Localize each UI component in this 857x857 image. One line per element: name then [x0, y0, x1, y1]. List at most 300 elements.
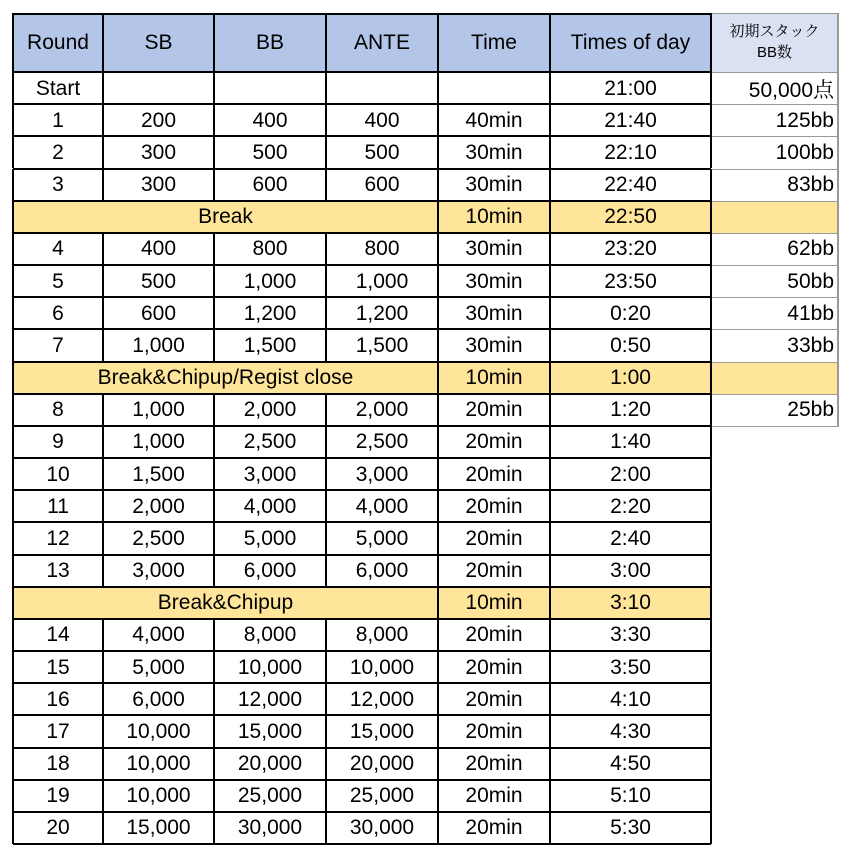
cell-ante: 5,000	[355, 526, 409, 550]
cell-round: 3	[52, 173, 64, 197]
grid-line	[549, 748, 551, 780]
grid-line	[549, 715, 551, 747]
cell-time-of-day: 4:30	[610, 719, 651, 743]
grid-line	[12, 780, 14, 812]
grid-line	[437, 362, 439, 394]
cell-sb: 300	[140, 173, 177, 197]
grid-line	[437, 780, 439, 812]
grid-line	[325, 297, 327, 329]
cell-time-of-day: 3:30	[610, 623, 651, 647]
grid-line	[711, 362, 838, 363]
cell-sb	[103, 72, 214, 104]
cell-time-of-day: 23:50	[604, 269, 657, 293]
grid-line	[13, 71, 711, 73]
cell-round: 16	[46, 687, 70, 711]
grid-line	[325, 522, 327, 554]
grid-line	[213, 169, 215, 201]
cell-time: 40min	[465, 108, 523, 132]
header-time-of-day: Times of day	[550, 13, 711, 72]
grid-line	[325, 651, 327, 683]
cell-initial-stack: 25bb	[787, 398, 834, 422]
cell-bb: 3,000	[243, 462, 297, 486]
cell-time: 30min	[465, 237, 523, 261]
cell-time-of-day: 5:10	[610, 784, 651, 808]
grid-line	[711, 104, 838, 105]
grid-line	[711, 13, 838, 14]
grid-line	[711, 72, 838, 73]
header-initial-stack-line: BB数	[756, 43, 792, 61]
grid-line	[325, 329, 327, 361]
grid-line	[549, 651, 551, 683]
grid-line	[710, 426, 712, 458]
grid-line	[213, 265, 215, 297]
grid-line	[102, 13, 104, 72]
cell-bb: 400	[252, 108, 288, 132]
cell-time-of-day: 1:20	[610, 398, 651, 422]
grid-line	[325, 748, 327, 780]
cell-round: 8	[52, 398, 64, 422]
cell-ante: 4,000	[355, 494, 409, 518]
cell-time: 20min	[465, 430, 523, 454]
grid-line	[325, 555, 327, 587]
cell-time-of-day: 1:40	[610, 430, 651, 454]
grid-line	[549, 522, 551, 554]
cell-sb: 6,000	[132, 687, 185, 711]
grid-line	[12, 522, 14, 554]
grid-line	[437, 812, 439, 844]
grid-line	[549, 201, 551, 233]
grid-line	[710, 104, 712, 136]
grid-line	[102, 651, 104, 683]
cell-time: 20min	[465, 462, 523, 486]
grid-line	[325, 683, 327, 715]
grid-line	[837, 13, 839, 427]
cell-bb: 1,000	[243, 269, 297, 293]
grid-line	[13, 457, 711, 459]
grid-line	[437, 169, 439, 201]
cell-time: 20min	[465, 655, 523, 679]
grid-line	[325, 265, 327, 297]
grid-line	[12, 458, 14, 490]
grid-line	[710, 329, 712, 361]
grid-line	[437, 490, 439, 522]
cell-bb: 1,500	[243, 333, 297, 357]
grid-line	[710, 13, 712, 72]
grid-line	[549, 297, 551, 329]
grid-line	[710, 72, 712, 104]
cell-ante: 25,000	[349, 784, 415, 808]
grid-line	[711, 136, 838, 137]
cell-time-of-day: 22:10	[604, 140, 657, 164]
grid-line	[13, 554, 711, 556]
cell-bb: 1,200	[243, 301, 297, 325]
cell-sb: 400	[140, 237, 177, 261]
grid-line	[13, 425, 711, 427]
grid-line	[13, 135, 711, 137]
grid-line	[711, 394, 838, 395]
grid-line	[710, 265, 712, 297]
cell-round: 20	[46, 816, 70, 840]
grid-line	[437, 555, 439, 587]
grid-line	[437, 651, 439, 683]
grid-line	[13, 682, 711, 684]
grid-line	[13, 200, 711, 202]
cell-time: 30min	[465, 173, 523, 197]
cell-round: 4	[52, 237, 64, 261]
grid-line	[12, 362, 14, 394]
grid-line	[102, 490, 104, 522]
cell-bb: 30,000	[237, 816, 303, 840]
grid-line	[549, 426, 551, 458]
cell-bb	[214, 72, 326, 104]
cell-time-of-day: 5:30	[610, 816, 651, 840]
grid-line	[710, 780, 712, 812]
grid-line	[710, 201, 712, 233]
grid-line	[710, 522, 712, 554]
grid-line	[710, 490, 712, 522]
grid-line	[710, 555, 712, 587]
header-round: Round	[13, 13, 103, 72]
break-time-of-day: 22:50	[550, 201, 711, 233]
cell-bb: 15,000	[237, 719, 303, 743]
grid-line	[102, 297, 104, 329]
cell-bb: 2,500	[243, 430, 297, 454]
cell-time: 20min	[465, 494, 523, 518]
grid-line	[102, 394, 104, 426]
grid-line	[102, 458, 104, 490]
grid-line	[13, 328, 711, 330]
grid-line	[549, 587, 551, 619]
grid-line	[710, 619, 712, 651]
cell-sb: 200	[140, 108, 177, 132]
cell-initial-stack: 83bb	[787, 173, 834, 197]
grid-line	[711, 233, 838, 234]
grid-line	[437, 13, 439, 72]
cell-ante: 600	[364, 173, 400, 197]
cell-time-of-day: 3:00	[610, 559, 651, 583]
grid-line	[12, 329, 14, 361]
grid-line	[102, 619, 104, 651]
break-stack	[711, 201, 838, 233]
cell-time-of-day: 4:50	[610, 752, 651, 776]
grid-line	[13, 489, 711, 491]
cell-sb: 1,000	[132, 430, 185, 454]
grid-line	[437, 329, 439, 361]
grid-line	[213, 394, 215, 426]
grid-line	[549, 362, 551, 394]
grid-line	[325, 715, 327, 747]
grid-line	[710, 136, 712, 168]
cell-time: 20min	[465, 719, 523, 743]
grid-line	[13, 811, 711, 813]
cell-ante: 500	[364, 140, 400, 164]
grid-line	[549, 329, 551, 361]
break-time-of-day: 3:10	[550, 587, 711, 619]
cell-round: 15	[46, 655, 70, 679]
cell-time: 20min	[465, 559, 523, 583]
grid-line	[213, 72, 215, 104]
cell-sb: 2,500	[132, 526, 185, 550]
break-label: Break	[13, 201, 438, 233]
grid-line	[325, 812, 327, 844]
cell-ante: 1,500	[355, 333, 409, 357]
cell-time: 20min	[465, 398, 523, 422]
cell-round: 18	[46, 752, 70, 776]
cell-bb: 8,000	[243, 623, 297, 647]
grid-line	[549, 233, 551, 265]
grid-line	[711, 329, 838, 330]
cell-sb: 500	[140, 269, 177, 293]
grid-line	[437, 683, 439, 715]
grid-line	[437, 136, 439, 168]
cell-bb: 4,000	[243, 494, 297, 518]
grid-line	[437, 104, 439, 136]
grid-line	[13, 779, 711, 781]
grid-line	[710, 651, 712, 683]
cell-initial-stack: 33bb	[787, 333, 834, 357]
grid-line	[12, 555, 14, 587]
grid-line	[13, 650, 711, 652]
grid-line	[549, 812, 551, 844]
cell-sb: 5,000	[132, 655, 185, 679]
cell-round: 5	[52, 269, 64, 293]
grid-line	[12, 587, 14, 619]
grid-line	[437, 748, 439, 780]
cell-bb: 20,000	[237, 752, 303, 776]
grid-line	[437, 587, 439, 619]
grid-line	[325, 619, 327, 651]
cell-round: 17	[46, 719, 70, 743]
grid-line	[213, 13, 215, 72]
grid-line	[102, 265, 104, 297]
cell-time: 20min	[465, 526, 523, 550]
cell-time: 20min	[465, 784, 523, 808]
cell-ante: 1,000	[355, 269, 409, 293]
grid-line	[12, 619, 14, 651]
grid-line	[711, 426, 838, 427]
grid-line	[710, 812, 712, 844]
cell-ante: 20,000	[349, 752, 415, 776]
cell-time: 20min	[465, 816, 523, 840]
grid-line	[102, 812, 104, 844]
cell-time-of-day: 22:40	[604, 173, 657, 197]
cell-time: 30min	[465, 140, 523, 164]
cell-round: 9	[52, 430, 64, 454]
grid-line	[102, 715, 104, 747]
cell-sb: 10,000	[126, 784, 191, 808]
break-stack	[711, 362, 838, 394]
cell-bb: 5,000	[243, 526, 297, 550]
cell-ante	[326, 72, 438, 104]
grid-line	[325, 169, 327, 201]
cell-time-of-day: 0:50	[610, 333, 651, 357]
grid-line	[13, 747, 711, 749]
grid-line	[13, 393, 711, 395]
grid-line	[213, 136, 215, 168]
cell-sb: 4,000	[132, 623, 185, 647]
grid-line	[102, 426, 104, 458]
grid-line	[325, 13, 327, 72]
grid-line	[549, 619, 551, 651]
break-label: Break&Chipup	[13, 587, 438, 619]
cell-round: Start	[35, 76, 81, 100]
grid-line	[13, 264, 711, 266]
cell-initial-stack: 100bb	[775, 140, 834, 164]
header-initial-stack-line: 初期スタック	[729, 23, 820, 41]
cell-sb: 1,000	[132, 333, 185, 357]
grid-line	[12, 748, 14, 780]
grid-line	[213, 297, 215, 329]
grid-line	[12, 812, 14, 844]
grid-line	[437, 715, 439, 747]
grid-line	[710, 362, 712, 394]
grid-line	[213, 555, 215, 587]
grid-line	[213, 715, 215, 747]
grid-line	[549, 683, 551, 715]
grid-line	[549, 13, 551, 72]
grid-line	[437, 72, 439, 104]
grid-line	[213, 329, 215, 361]
cell-ante: 8,000	[355, 623, 409, 647]
cell-round: 14	[46, 623, 70, 647]
grid-line	[13, 103, 711, 105]
break-time-of-day: 1:00	[550, 362, 711, 394]
grid-line	[102, 748, 104, 780]
grid-line	[711, 201, 838, 202]
cell-sb: 600	[140, 301, 177, 325]
grid-line	[13, 232, 711, 234]
cell-round: 13	[46, 559, 70, 583]
header-time: Time	[438, 13, 550, 72]
grid-line	[102, 136, 104, 168]
cell-round: 12	[46, 526, 70, 550]
grid-line	[102, 555, 104, 587]
cell-time-of-day: 3:50	[610, 655, 651, 679]
cell-round: 1	[52, 108, 64, 132]
cell-round: 7	[52, 333, 64, 357]
grid-line	[13, 168, 711, 170]
grid-line	[437, 265, 439, 297]
cell-time: 30min	[465, 333, 523, 357]
cell-ante: 15,000	[349, 719, 415, 743]
cell-sb: 300	[140, 140, 177, 164]
grid-line	[213, 426, 215, 458]
header-ante: ANTE	[326, 13, 438, 72]
grid-line	[102, 169, 104, 201]
cell-round: 2	[52, 140, 64, 164]
grid-line	[325, 426, 327, 458]
grid-line	[710, 169, 712, 201]
grid-line	[102, 104, 104, 136]
grid-line	[549, 555, 551, 587]
break-time: 10min	[438, 362, 550, 394]
grid-line	[12, 265, 14, 297]
grid-line	[13, 618, 711, 620]
grid-line	[213, 651, 215, 683]
grid-line	[710, 587, 712, 619]
grid-line	[549, 136, 551, 168]
grid-line	[437, 297, 439, 329]
cell-time-of-day: 2:20	[610, 494, 651, 518]
cell-time	[438, 72, 550, 104]
cell-sb: 10,000	[126, 752, 191, 776]
grid-line	[549, 394, 551, 426]
grid-line	[102, 780, 104, 812]
cell-initial-stack: 62bb	[787, 237, 834, 261]
grid-line	[13, 13, 711, 15]
grid-line	[13, 521, 711, 523]
grid-line	[325, 233, 327, 265]
grid-line	[549, 780, 551, 812]
cell-bb: 6,000	[243, 559, 297, 583]
grid-line	[12, 136, 14, 168]
grid-line	[102, 522, 104, 554]
grid-line	[102, 72, 104, 104]
cell-initial-stack: 41bb	[787, 301, 834, 325]
cell-bb: 600	[252, 173, 288, 197]
grid-line	[12, 394, 14, 426]
grid-line	[710, 715, 712, 747]
grid-line	[437, 458, 439, 490]
grid-line	[325, 104, 327, 136]
grid-line	[12, 683, 14, 715]
cell-ante: 2,500	[355, 430, 409, 454]
cell-bb: 800	[252, 237, 288, 261]
grid-line	[12, 13, 14, 72]
cell-time: 30min	[465, 301, 523, 325]
grid-line	[12, 169, 14, 201]
grid-line	[12, 201, 14, 233]
grid-line	[12, 651, 14, 683]
header-sb: SB	[103, 13, 214, 72]
cell-bb: 25,000	[237, 784, 303, 808]
cell-sb: 1,000	[132, 398, 185, 422]
grid-line	[12, 297, 14, 329]
cell-bb: 10,000	[237, 655, 303, 679]
cell-initial-stack: 50,000点	[748, 78, 834, 102]
cell-time-of-day: 21:40	[604, 108, 657, 132]
grid-line	[13, 296, 711, 298]
grid-line	[213, 104, 215, 136]
grid-line	[102, 329, 104, 361]
header-bb: BB	[214, 13, 326, 72]
cell-time-of-day: 2:40	[610, 526, 651, 550]
grid-line	[213, 780, 215, 812]
grid-line	[213, 490, 215, 522]
grid-line	[437, 619, 439, 651]
grid-line	[13, 361, 711, 363]
cell-ante: 12,000	[349, 687, 415, 711]
grid-line	[213, 748, 215, 780]
cell-time: 20min	[465, 752, 523, 776]
grid-line	[325, 458, 327, 490]
grid-line	[710, 297, 712, 329]
grid-line	[13, 714, 711, 716]
grid-line	[12, 426, 14, 458]
grid-line	[437, 394, 439, 426]
grid-line	[213, 233, 215, 265]
cell-sb: 1,500	[132, 462, 185, 486]
header-initial-stack	[711, 13, 838, 72]
grid-line	[12, 715, 14, 747]
grid-line	[710, 458, 712, 490]
cell-sb: 15,000	[126, 816, 191, 840]
cell-time: 20min	[465, 687, 523, 711]
grid-line	[711, 297, 838, 298]
grid-line	[549, 265, 551, 297]
cell-ante: 2,000	[355, 398, 409, 422]
grid-line	[12, 72, 14, 104]
